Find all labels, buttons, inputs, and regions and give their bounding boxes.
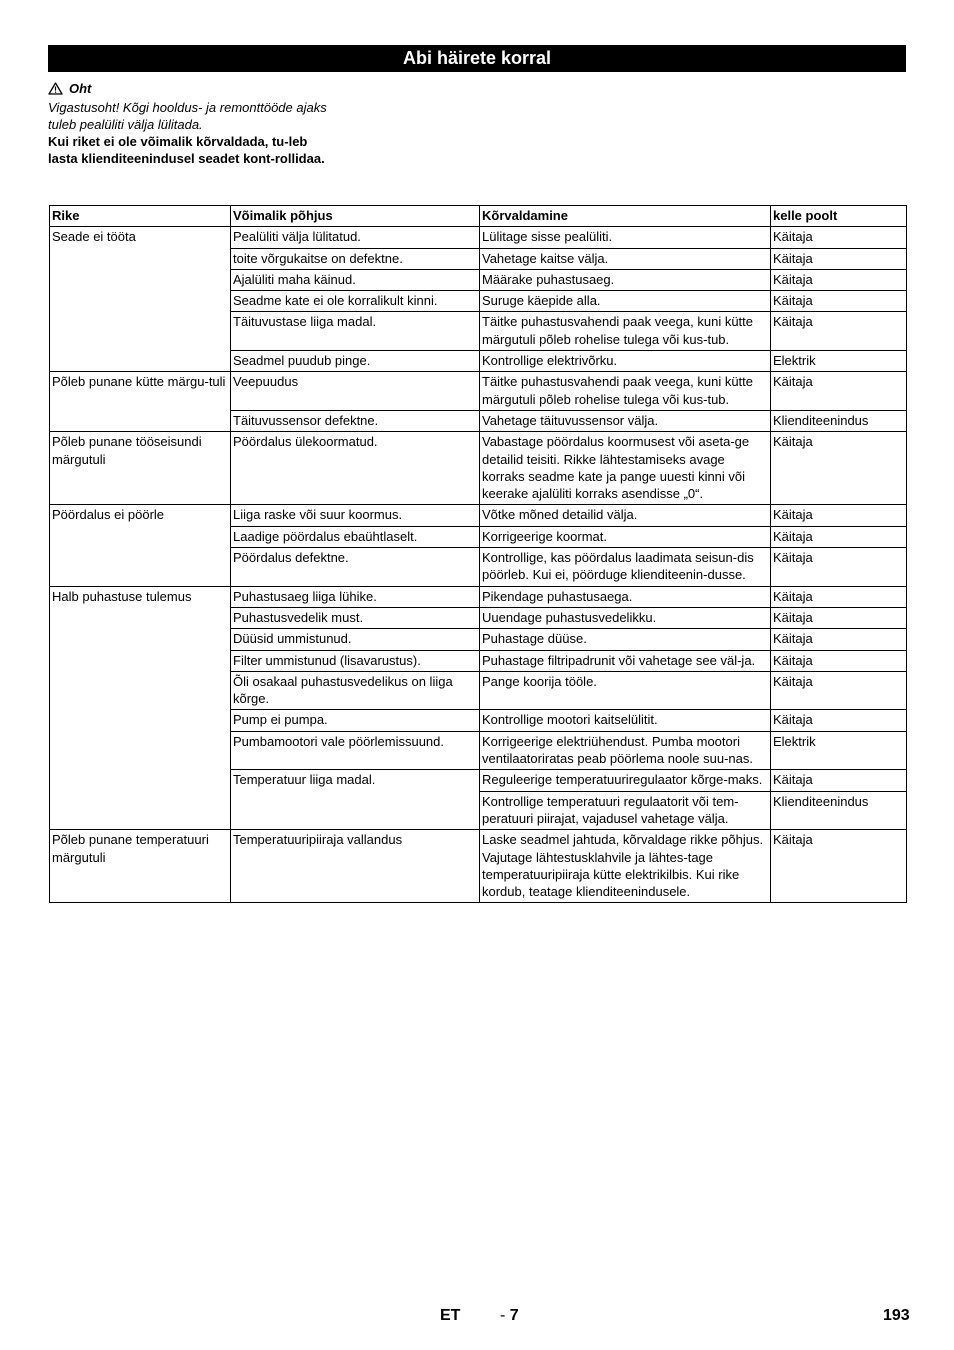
footer-dash: - bbox=[500, 1307, 506, 1324]
cause-cell: Liiga raske või suur koormus. bbox=[231, 505, 480, 526]
by-cell: Käitaja bbox=[771, 372, 907, 411]
by-cell: Käitaja bbox=[771, 432, 907, 505]
troubleshooting-table bbox=[49, 205, 907, 903]
by-cell: Elektrik bbox=[771, 731, 907, 770]
cause-cell: Seadmel puudub pinge. bbox=[231, 351, 480, 372]
fault-cell: Põleb punane temperatuuri märgutuli bbox=[50, 830, 231, 903]
by-cell: Käitaja bbox=[771, 269, 907, 290]
by-cell: Käitaja bbox=[771, 710, 907, 731]
cause-cell: Filter ummistunud (lisavarustus). bbox=[231, 650, 480, 671]
by-cell: Käitaja bbox=[771, 312, 907, 351]
cause-cell: Puhastusvedelik must. bbox=[231, 607, 480, 628]
cause-cell: Laadige pöördalus ebaühtlaselt. bbox=[231, 526, 480, 547]
remedy-cell: Võtke mõned detailid välja. bbox=[480, 505, 771, 526]
fault-cell: Pöördalus ei pöörle bbox=[50, 505, 231, 586]
table-row bbox=[50, 372, 907, 411]
cause-cell: Õli osakaal puhastusvedelikus on liiga kõrge. bbox=[231, 671, 480, 710]
by-cell: Klienditeenindus bbox=[771, 791, 907, 830]
fault-cell: Põleb punane tööseisundi märgutuli bbox=[50, 432, 231, 505]
by-cell: Käitaja bbox=[771, 548, 907, 587]
cause-cell: Pumbamootori vale pöörlemissuund. bbox=[231, 731, 480, 770]
by-cell: Käitaja bbox=[771, 526, 907, 547]
by-cell: Käitaja bbox=[771, 671, 907, 710]
remedy-cell: Vahetage kaitse välja. bbox=[480, 248, 771, 269]
remedy-cell: Lülitage sisse pealüliti. bbox=[480, 227, 771, 248]
fault-cell: Seade ei tööta bbox=[50, 227, 231, 372]
remedy-cell: Laske seadmel jahtuda, kõrvaldage rikke põhjus. Vajutage lähtestusklahvile ja lähtes-tage temperatuuripiiraja kütte elektrikilbis. Kui rike kordub, teatage klienditeenindusele. bbox=[480, 830, 771, 903]
cause-cell: Temperatuur liiga madal. bbox=[231, 770, 480, 830]
cause-cell: Täituvustase liiga madal. bbox=[231, 312, 480, 351]
header-fault: Rike bbox=[50, 206, 231, 227]
danger-heading bbox=[48, 80, 338, 97]
fault-cell: Põleb punane kütte märgu-tuli bbox=[50, 372, 231, 432]
footer-language: ET bbox=[440, 1307, 461, 1324]
by-cell: Käitaja bbox=[771, 607, 907, 628]
remedy-cell: Suruge käepide alla. bbox=[480, 291, 771, 312]
remedy-cell: Puhastage filtripadrunit või vahetage see väl-ja. bbox=[480, 650, 771, 671]
warning-triangle-icon bbox=[48, 82, 63, 95]
cause-cell: Pump ei pumpa. bbox=[231, 710, 480, 731]
by-cell: Elektrik bbox=[771, 351, 907, 372]
danger-bold-text: Kui riket ei ole võimalik kõrvaldada, tu-leb lasta klienditeenindusel seadet kont-rollidaa. bbox=[48, 134, 325, 166]
by-cell: Käitaja bbox=[771, 505, 907, 526]
header-by-whom: kelle poolt bbox=[771, 206, 907, 227]
by-cell: Klienditeenindus bbox=[771, 410, 907, 431]
remedy-cell: Vahetage täituvussensor välja. bbox=[480, 410, 771, 431]
remedy-cell: Korrigeerige elektriühendust. Pumba mootori ventilaatoriratas peab pöörlema noole suu-nas. bbox=[480, 731, 771, 770]
remedy-cell: Kontrollige elektrivõrku. bbox=[480, 351, 771, 372]
cause-cell: Seadme kate ei ole korralikult kinni. bbox=[231, 291, 480, 312]
by-cell: Käitaja bbox=[771, 650, 907, 671]
by-cell: Käitaja bbox=[771, 291, 907, 312]
remedy-cell: Kontrollige mootori kaitselülitit. bbox=[480, 710, 771, 731]
cause-cell: Ajalüliti maha käinud. bbox=[231, 269, 480, 290]
by-cell: Käitaja bbox=[771, 830, 907, 903]
page-title: Abi häirete korral bbox=[48, 45, 906, 72]
footer-section-page bbox=[500, 1307, 519, 1325]
danger-italic-text: Vigastusoht! Kõgi hooldus- ja remonttööde ajaks tuleb pealüliti välja lülitada. bbox=[48, 100, 327, 132]
fault-cell: Halb puhastuse tulemus bbox=[50, 586, 231, 830]
cause-cell: Temperatuuripiiraja vallandus bbox=[231, 830, 480, 903]
by-cell: Käitaja bbox=[771, 248, 907, 269]
remedy-cell: Kontrollige, kas pöördalus laadimata seisun-dis pöörleb. Kui ei, pöörduge klienditeenin-dusse. bbox=[480, 548, 771, 587]
remedy-cell: Reguleerige temperatuuriregulaator kõrge-maks. bbox=[480, 770, 771, 791]
table-row bbox=[50, 586, 907, 607]
header-remedy: Kõrvaldamine bbox=[480, 206, 771, 227]
table-row bbox=[50, 227, 907, 248]
remedy-cell: Pikendage puhastusaega. bbox=[480, 586, 771, 607]
danger-notice bbox=[48, 80, 338, 167]
danger-label: Oht bbox=[69, 81, 92, 96]
footer-page-number: 193 bbox=[883, 1307, 910, 1324]
table-row bbox=[50, 505, 907, 526]
remedy-cell: Puhastage düüse. bbox=[480, 629, 771, 650]
cause-cell: Pöördalus defektne. bbox=[231, 548, 480, 587]
cause-cell: Täituvussensor defektne. bbox=[231, 410, 480, 431]
footer-section-number: 7 bbox=[509, 1307, 519, 1324]
by-cell: Käitaja bbox=[771, 629, 907, 650]
by-cell: Käitaja bbox=[771, 227, 907, 248]
remedy-cell: Täitke puhastusvahendi paak veega, kuni kütte märgutuli põleb rohelise tulega või kus-tub. bbox=[480, 372, 771, 411]
by-cell: Käitaja bbox=[771, 586, 907, 607]
remedy-cell: Pange koorija tööle. bbox=[480, 671, 771, 710]
remedy-cell: Määrake puhastusaeg. bbox=[480, 269, 771, 290]
header-cause: Võimalik põhjus bbox=[231, 206, 480, 227]
remedy-cell: Täitke puhastusvahendi paak veega, kuni kütte märgutuli põleb rohelise tulega või kus-tub. bbox=[480, 312, 771, 351]
remedy-cell: Vabastage pöördalus koormusest või aseta-ge detailid teisiti. Rikke lähtestamiseks avage korraks seadme kate ja pange uuesti kinni või keerake ajalüliti korraks asendisse „0“. bbox=[480, 432, 771, 505]
cause-cell: Düüsid ummistunud. bbox=[231, 629, 480, 650]
cause-cell: toite võrgukaitse on defektne. bbox=[231, 248, 480, 269]
cause-cell: Pöördalus ülekoormatud. bbox=[231, 432, 480, 505]
remedy-cell: Korrigeerige koormat. bbox=[480, 526, 771, 547]
cause-cell: Puhastusaeg liiga lühike. bbox=[231, 586, 480, 607]
cause-cell: Pealüliti välja lülitatud. bbox=[231, 227, 480, 248]
table-row bbox=[50, 830, 907, 903]
table-header-row bbox=[50, 206, 907, 227]
table-row bbox=[50, 432, 907, 505]
remedy-cell: Uuendage puhastusvedelikku. bbox=[480, 607, 771, 628]
remedy-cell: Kontrollige temperatuuri regulaatorit või tem-peratuuri piirajat, vajadusel vahetage välja. bbox=[480, 791, 771, 830]
by-cell: Käitaja bbox=[771, 770, 907, 791]
cause-cell: Veepuudus bbox=[231, 372, 480, 411]
